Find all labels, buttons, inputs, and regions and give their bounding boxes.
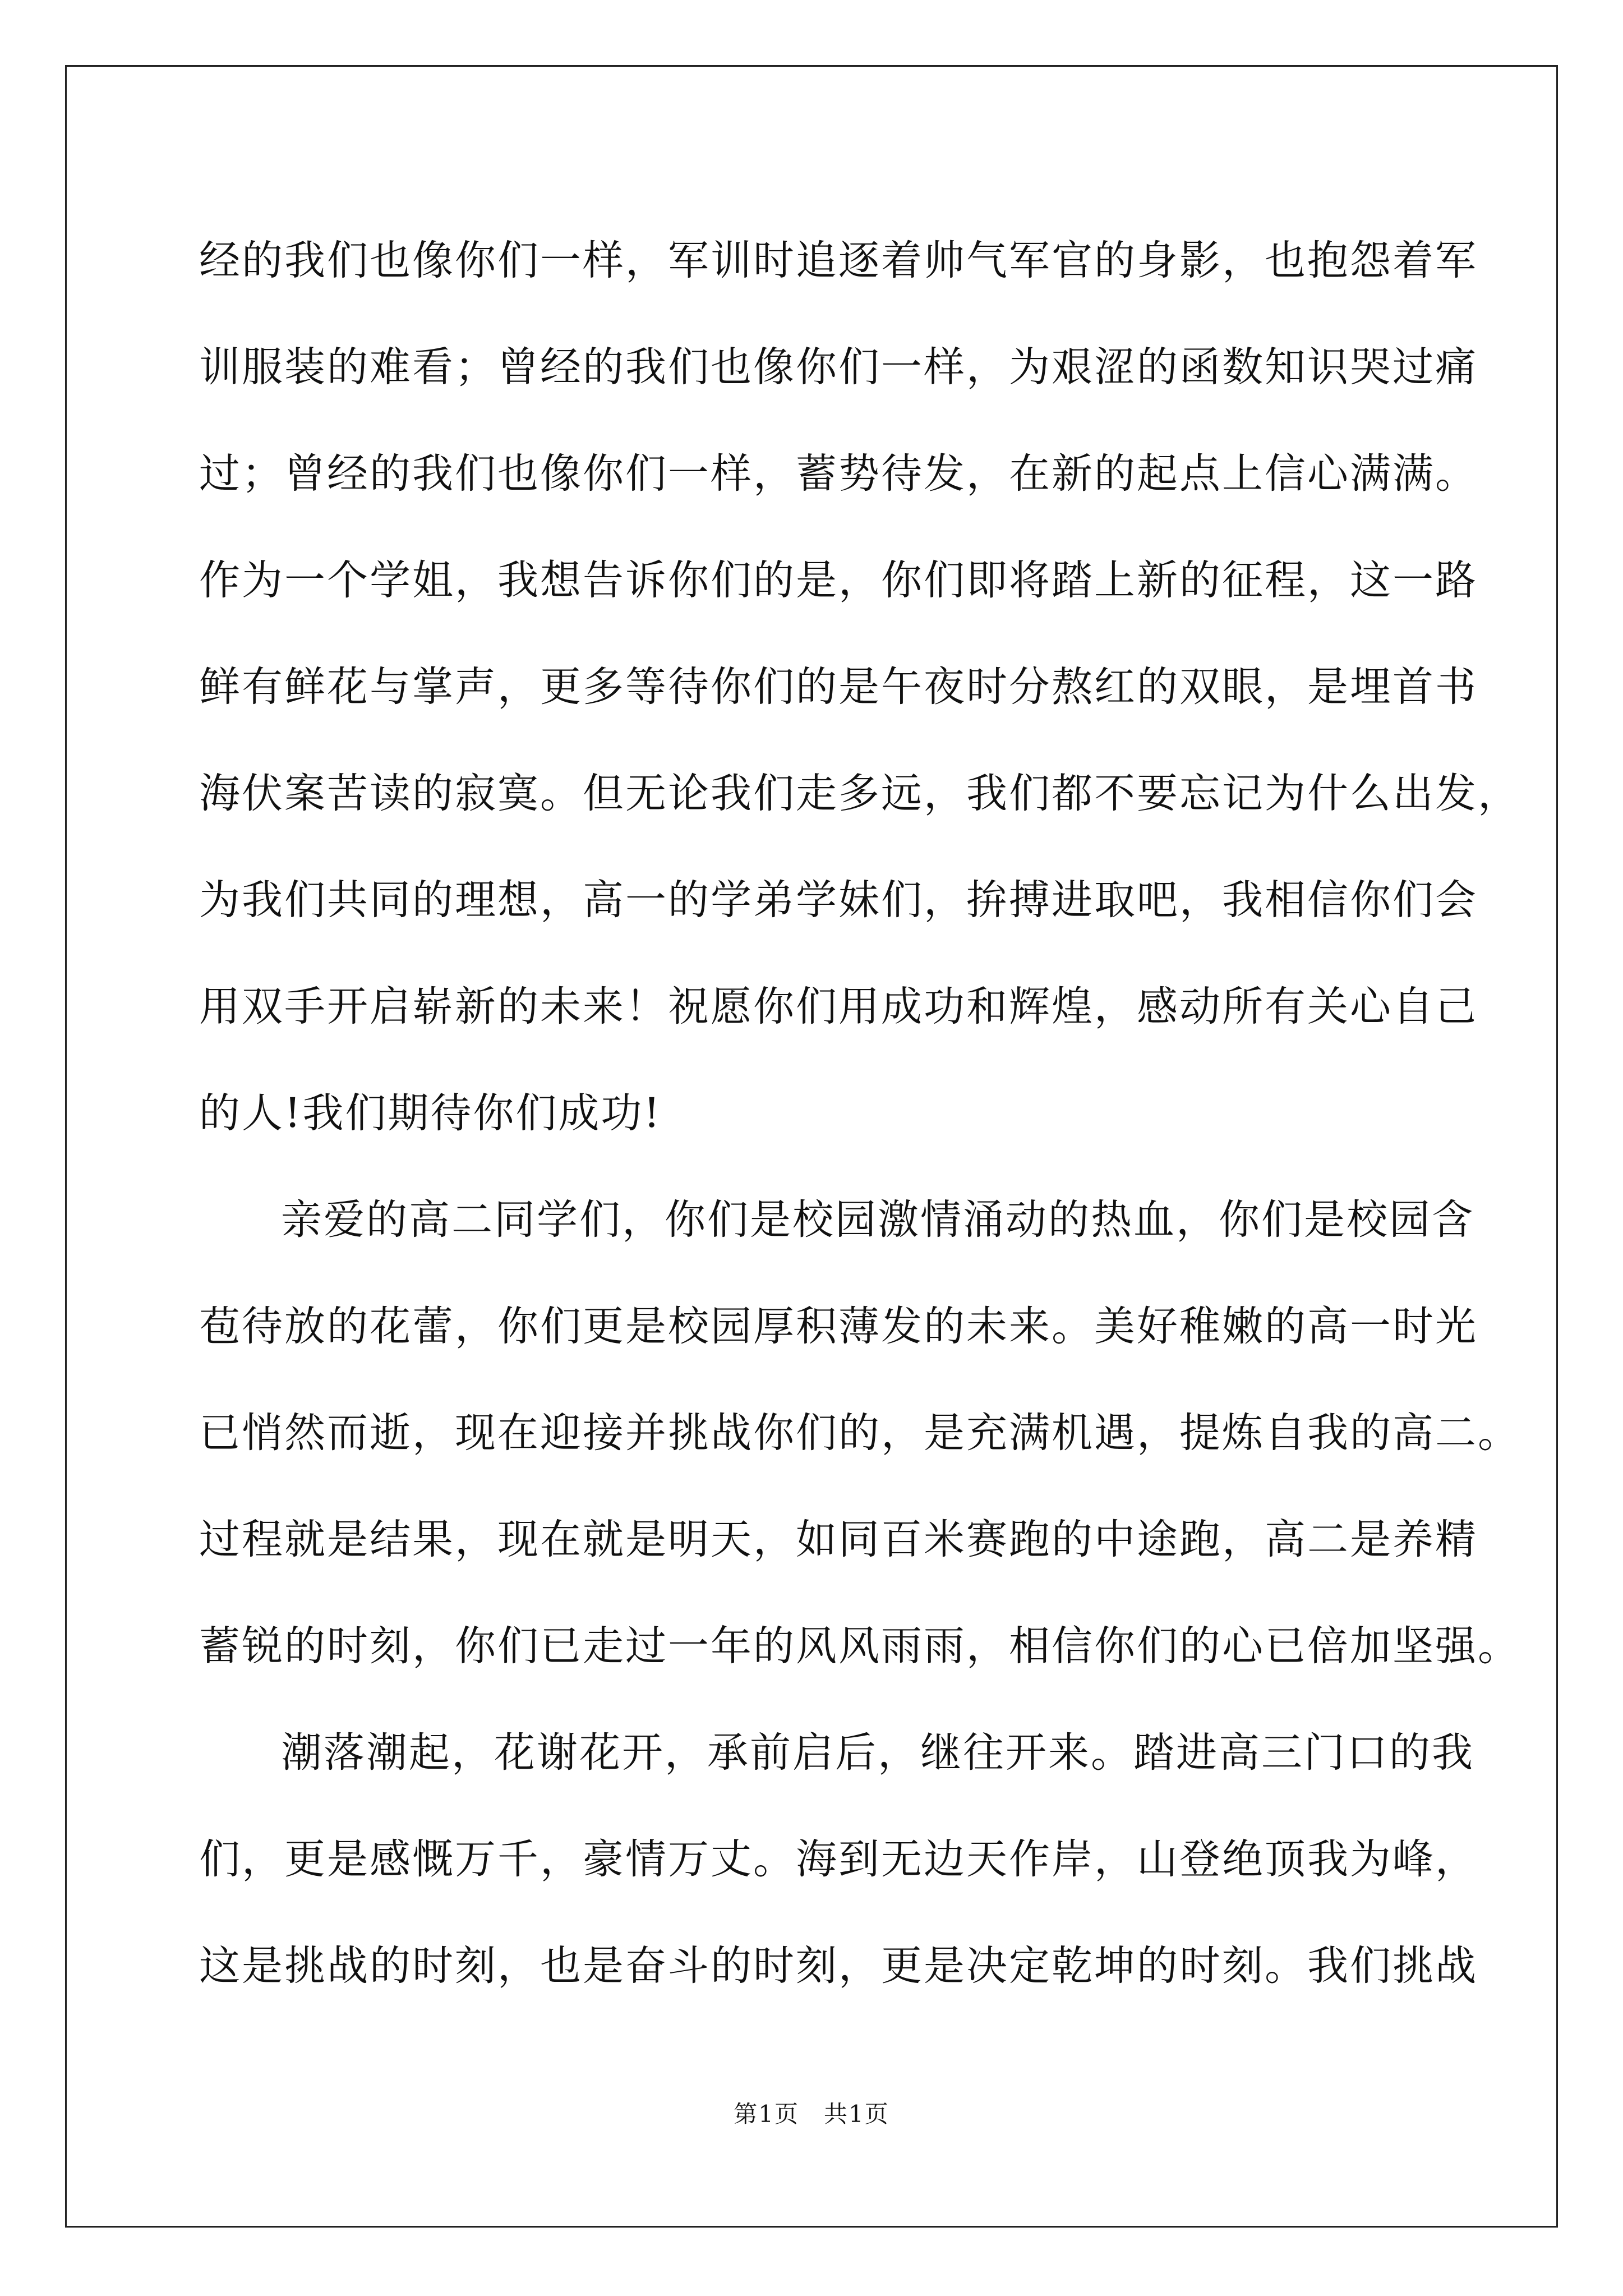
document-body [199, 208, 1520, 2019]
body-line: 鲜有鲜花与掌声，更多等待你们的是午夜时分熬红的双眼，是埋首书 [199, 663, 1478, 711]
body-line: 蓄锐的时刻，你们已走过一年的风风雨雨，相信你们的心已倍加坚强。 [199, 1622, 1520, 1670]
paragraph-first-line: 潮落潮起，花谢花开，承前启后，继往开来。踏进高三门口的我 [281, 1729, 1474, 1777]
body-line: 训服装的难看；曾经的我们也像你们一样，为艰涩的函数知识哭过痛 [199, 343, 1478, 391]
body-line: 经的我们也像你们一样，军训时追逐着帅气军官的身影，也抱怨着军 [199, 237, 1478, 284]
paragraph-first-line: 亲爱的高二同学们，你们是校园激情涌动的热血，你们是校园含 [281, 1196, 1474, 1244]
body-line: 苞待放的花蕾，你们更是校园厚积薄发的未来。美好稚嫩的高一时光 [199, 1303, 1478, 1350]
body-line: 的人!我们期待你们成功! [199, 1089, 662, 1137]
body-line: 已悄然而逝，现在迎接并挑战你们的，是充满机遇，提炼自我的高二。 [199, 1409, 1520, 1457]
page-footer: 第1页 共1页 [734, 2100, 889, 2128]
body-line: 用双手开启崭新的未来！祝愿你们用成功和辉煌，感动所有关心自己 [199, 983, 1478, 1030]
body-line: 为我们共同的理想，高一的学弟学妹们，拚搏进取吧，我相信你们会 [199, 876, 1478, 924]
body-line: 这是挑战的时刻，也是奋斗的时刻，更是决定乾坤的时刻。我们挑战 [199, 1942, 1478, 1990]
body-line: 过；曾经的我们也像你们一样，蓄势待发，在新的起点上信心满满。 [199, 450, 1478, 498]
body-line: 们，更是感慨万千，豪情万丈。海到无边天作岸，山登绝顶我为峰， [199, 1835, 1478, 1883]
body-line: 作为一个学姐，我想告诉你们的是，你们即将踏上新的征程，这一路 [199, 556, 1478, 604]
body-line: 过程就是结果，现在就是明天，如同百米赛跑的中途跑，高二是养精 [199, 1516, 1478, 1563]
body-line: 海伏案苦读的寂寞。但无论我们走多远，我们都不要忘记为什么出发， [199, 770, 1520, 817]
